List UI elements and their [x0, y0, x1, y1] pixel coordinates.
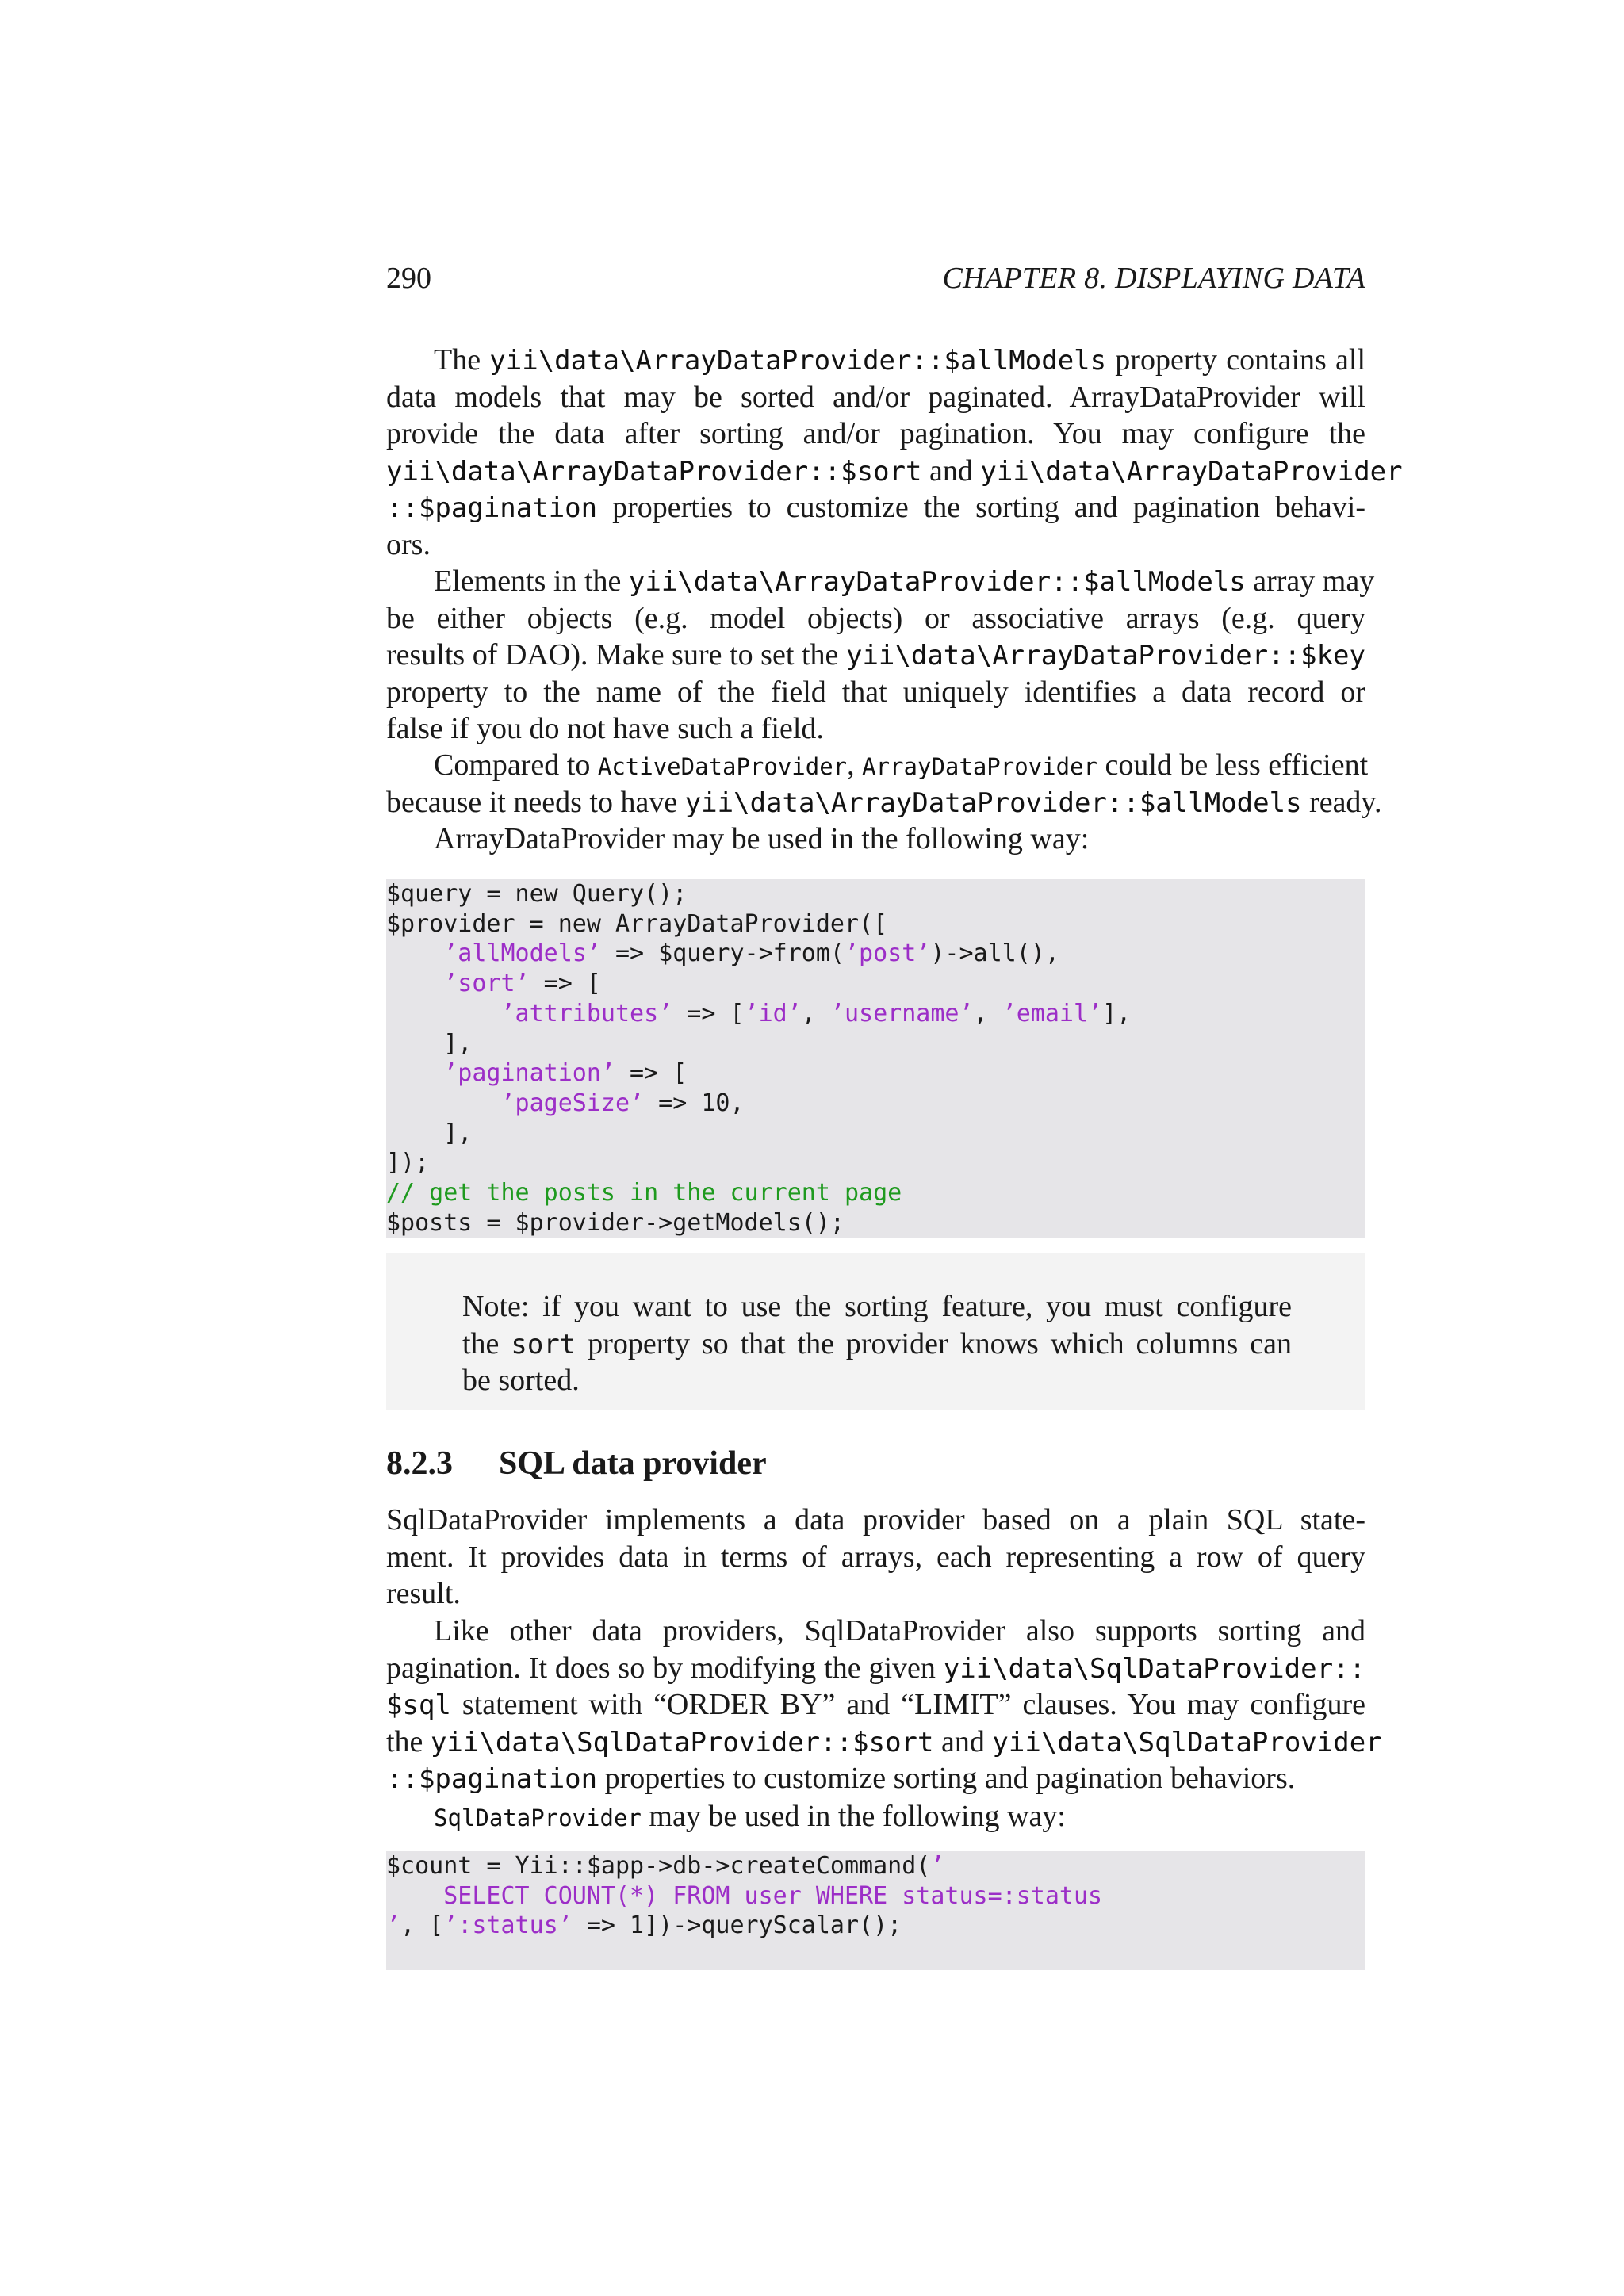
string-literal: ’:status’ [443, 1911, 573, 1940]
paragraph-sorting [386, 1613, 1382, 1797]
text-line: $sql statement with “ORDER BY” and “LIMIT” clauses. You may configure [386, 1688, 1365, 1721]
code-ref: yii\data\ArrayDataProvider::$sort [386, 455, 922, 488]
string-literal: ’attributes’ [500, 999, 673, 1027]
text: properties to customize the sorting and pagination behavi- [597, 491, 1365, 524]
code-line: ], [386, 1119, 473, 1147]
code-line: $query = new Query(); [386, 880, 688, 908]
text-line: ArrayDataProvider may be used in the following way: [434, 822, 1090, 855]
code-listing [386, 879, 1365, 1238]
text-line [386, 637, 1365, 674]
text: Elements in the [434, 564, 629, 598]
text-line: false if you do not have such a field. [386, 712, 824, 745]
text: because it needs to have [386, 785, 685, 819]
text-line [386, 342, 1365, 379]
text-line: property to the name of the field that uniquely identifies a data record or [386, 675, 1365, 709]
text-line: be either objects (e.g. model objects) or associative arrays (e.g. query [386, 601, 1365, 635]
string-literal: SELECT COUNT(*) FROM user WHERE status=:status [386, 1881, 1103, 1910]
section-heading [386, 1441, 767, 1486]
code-line: ’, [’:status’ => 1])->queryScalar(); [386, 1911, 902, 1940]
code-line: $posts = $provider->getModels(); [386, 1208, 845, 1237]
code-line: $provider = new ArrayDataProvider([ [386, 909, 888, 938]
text-line: the sort property so that the provider knows which columns can [462, 1326, 1292, 1360]
code-ref: $sql [386, 1689, 451, 1721]
code-ref: yii\data\ArrayDataProvider::$allModels [684, 786, 1302, 819]
text-line: SqlDataProvider implements a data provider based on a plain SQL state- [386, 1503, 1365, 1536]
code-line: $count = Yii::$app->db->createCommand(’ [386, 1852, 945, 1880]
code-ref: yii\data\ArrayDataProvider [980, 455, 1403, 488]
code-ref: ActiveDataProvider [597, 753, 848, 780]
page-number: 290 [386, 262, 431, 295]
paragraph-compared [386, 747, 1382, 821]
string-literal: ’ [386, 1911, 401, 1940]
code-block-array-provider [386, 879, 1365, 1238]
text-line: ors. [386, 527, 431, 561]
code-line: ’pageSize’ => 10, [500, 1089, 745, 1117]
text: and [921, 453, 981, 488]
code-line: ’pagination’ => [ [443, 1059, 688, 1088]
code-ref: ArrayDataProvider [862, 753, 1097, 780]
section-title: SQL data provider [499, 1445, 767, 1482]
text: property contains all [1106, 343, 1366, 377]
text-line: data models that may be sorted and/or paginated. ArrayDataProvider will [386, 380, 1365, 414]
paragraph-sqldataprovider [386, 1502, 1365, 1613]
note-box [386, 1253, 1365, 1410]
text-line [386, 453, 1403, 490]
code-block-sql-provider [386, 1851, 1365, 1970]
code-ref: sort [511, 1328, 576, 1360]
text-line: be sorted. [462, 1364, 580, 1397]
text-line: ::$pagination properties to customize sorting and pagination behaviors. [386, 1762, 1296, 1795]
paragraph-elements [386, 563, 1375, 748]
code-ref: yii\data\SqlDataProvider [992, 1726, 1382, 1758]
string-literal: ’ [930, 1852, 945, 1880]
section-number: 8.2.3 [386, 1445, 453, 1482]
text: could be less efficient [1097, 748, 1369, 782]
text: array may [1245, 564, 1375, 598]
string-literal: ’id’ [744, 999, 802, 1027]
code-ref: yii\data\SqlDataProvider:: [943, 1652, 1365, 1685]
code-line: ’attributes’ => [’id’, ’username’, ’email’], [500, 999, 1132, 1027]
code-line: ], [386, 1029, 473, 1058]
code-ref: yii\data\SqlDataProvider::$sort [430, 1726, 934, 1758]
text: ready. [1301, 785, 1382, 819]
paragraph-allmodels [386, 342, 1403, 563]
string-literal: ’sort’ [443, 970, 530, 998]
text-line: Like other data providers, SqlDataProvider also supports sorting and [434, 1614, 1365, 1647]
string-literal: ’email’ [1002, 999, 1103, 1027]
text-line [386, 563, 1375, 600]
text: results of DAO). Make sure to set the [386, 638, 846, 672]
text-line: SqlDataProvider may be used in the following way: [434, 1800, 1066, 1833]
string-literal: ’pagination’ [443, 1059, 615, 1088]
paragraph-sql-usage [386, 1798, 1365, 1835]
text-line [386, 747, 1369, 784]
code-listing [386, 1851, 1365, 1941]
text: The [434, 343, 490, 377]
chapter-title: CHAPTER 8. DISPLAYING DATA [942, 262, 1365, 295]
text: , [847, 748, 863, 782]
text-line: ment. It provides data in terms of arrays, each representing a row of query [386, 1540, 1365, 1574]
note-text [462, 1288, 1292, 1399]
text-line: provide the data after sorting and/or pagination. You may configure the [386, 417, 1365, 450]
paragraph-usage [386, 821, 1365, 858]
string-literal: ’post’ [844, 939, 931, 968]
text-line [386, 784, 1382, 821]
string-literal: ’allModels’ [443, 939, 601, 968]
text-line: pagination. It does so by modifying the given yii\data\SqlDataProvider:: [386, 1651, 1365, 1685]
code-line: ’allModels’ => $query->from(’post’)->all(), [443, 939, 1059, 968]
string-literal: ’pageSize’ [500, 1089, 645, 1117]
text-line [386, 489, 1365, 526]
string-literal: ’username’ [829, 999, 974, 1027]
text: Compared to [434, 748, 598, 782]
text-line: result. [386, 1577, 461, 1610]
code-ref: yii\data\ArrayDataProvider::$allModels [489, 345, 1107, 377]
code-ref: SqlDataProvider [434, 1804, 642, 1831]
code-line: ’sort’ => [ [443, 970, 601, 998]
text-line: Note: if you want to use the sorting feature, you must configure [462, 1290, 1292, 1323]
code-ref: ::$pagination [386, 1763, 598, 1795]
code-ref: yii\data\ArrayDataProvider::$key [845, 640, 1365, 672]
code-line: ]); [386, 1149, 430, 1177]
running-header [386, 258, 1365, 298]
text-line: the yii\data\SqlDataProvider::$sort and yii\data\SqlDataProvider [386, 1724, 1382, 1758]
code-ref: ::$pagination [386, 492, 598, 524]
code-comment: // get the posts in the current page [386, 1179, 902, 1207]
code-ref: yii\data\ArrayDataProvider::$allModels [628, 566, 1246, 598]
